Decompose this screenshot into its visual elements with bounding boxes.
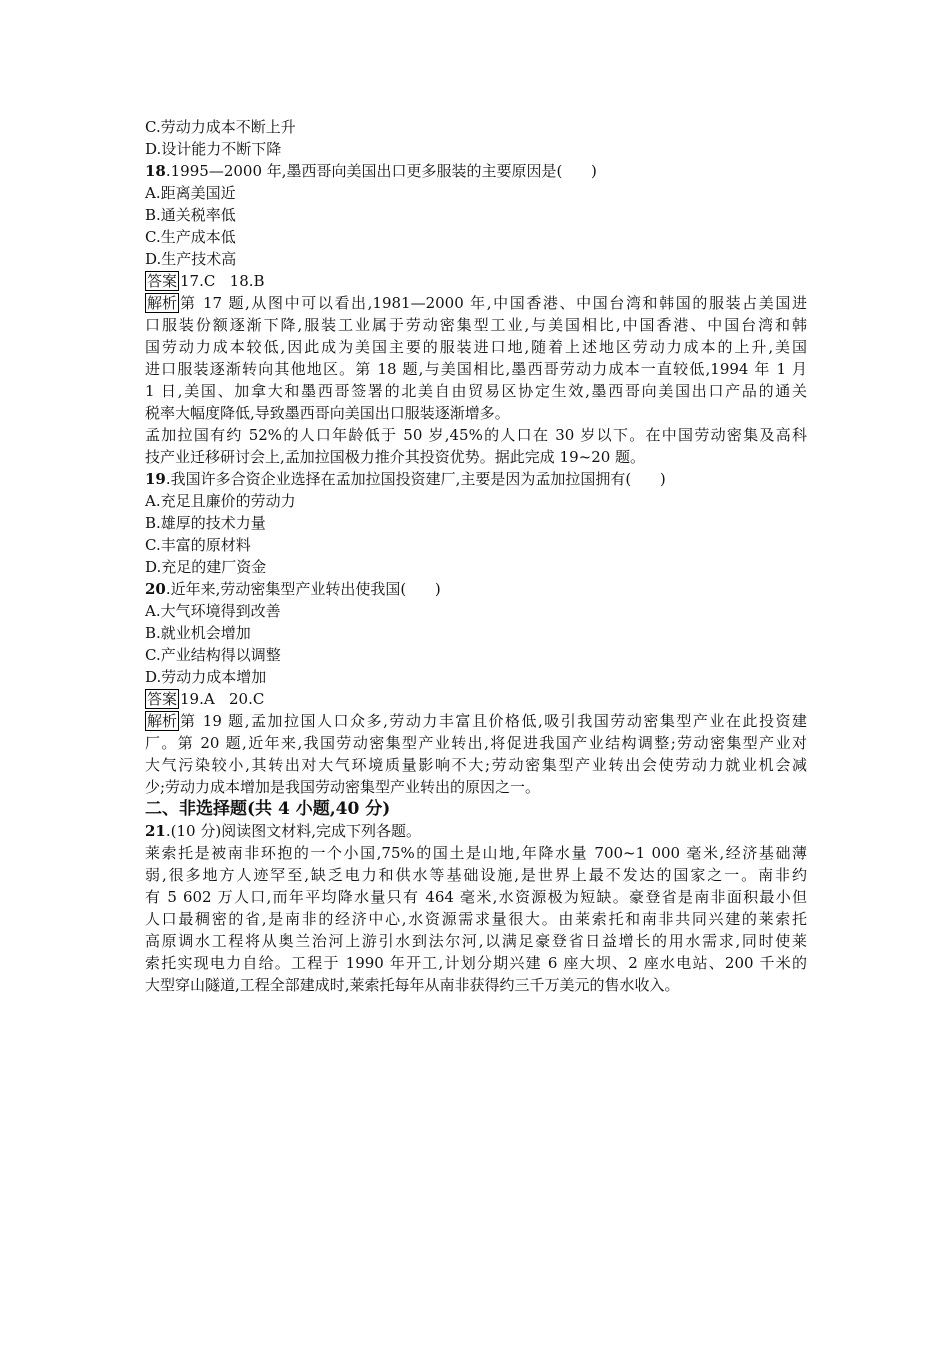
q17-option-c: C.劳动力成本不断上升: [145, 118, 296, 136]
q20-stem: [145, 578, 807, 600]
q17-option-d: D.设计能力不断下降: [145, 140, 282, 158]
question-text: .(10 分)阅读图文材料,完成下列各题。: [165, 822, 421, 840]
q19-option-a: A.充足且廉价的劳动力: [145, 492, 296, 510]
analysis-tag: 解析: [147, 712, 178, 730]
question-number: 20: [145, 580, 166, 598]
answer-tag: 答案: [147, 690, 178, 708]
q21-material-line: 高原调水工程将从奥兰治河上游引水到法尔河,以满足豪登省日益增长的用水需求,同时使莱: [145, 932, 807, 950]
answer-text: 19.A 20.C: [180, 690, 265, 708]
analysis-19-20-line: 少;劳动力成本增加是我国劳动密集型产业转出的原因之一。: [145, 778, 541, 796]
analysis-17-18-line: 口服装份额逐渐下降,服装工业属于劳动密集型工业,与美国相比,中国香港、中国台湾和韩: [145, 316, 807, 334]
question-number: 21: [145, 822, 166, 840]
material-19-20-line: 孟加拉国有约 52%的人口年龄低于 50 岁,45%的人口在 30 岁以下。在中国劳动密集及高科: [145, 426, 807, 444]
analysis-19-20-line: [145, 710, 807, 732]
q21-material-line: 大型穿山隧道,工程全部建成时,莱索托每年从南非获得约三千万美元的售水收入。: [145, 976, 680, 994]
q21-stem: [145, 820, 807, 842]
q18-option-a: A.距离美国近: [145, 184, 236, 202]
analysis-17-18-line: 1 日,美国、加拿大和墨西哥签署的北美自由贸易区协定生效,墨西哥向美国出口产品的通关: [145, 382, 807, 400]
answer-19-20: [145, 688, 807, 710]
q19-option-b: B.雄厚的技术力量: [145, 514, 266, 532]
question-number: 18: [145, 162, 166, 180]
answer-text: 17.C 18.B: [180, 272, 265, 290]
analysis-17-18-line: [145, 292, 807, 314]
analysis-text: 第 19 题,孟加拉国人口众多,劳动力丰富且价格低,吸引我国劳动密集型产业在此投资建: [180, 712, 807, 730]
q18-option-c: C.生产成本低: [145, 228, 236, 246]
analysis-19-20-line: 厂。第 20 题,近年来,我国劳动密集型产业转出,将促进我国产业结构调整;劳动密集型产业对: [145, 734, 807, 752]
q20-option-c: C.产业结构得以调整: [145, 646, 281, 664]
analysis-17-18-line: 进口服装逐渐转向其他地区。第 18 题,与美国相比,墨西哥劳动力成本一直较低,1994 年 1 月: [145, 360, 807, 378]
q19-option-c: C.丰富的原材料: [145, 536, 251, 554]
analysis-text: 第 17 题,从图中可以看出,1981—2000 年,中国香港、中国台湾和韩国的服装占美国进: [180, 294, 807, 312]
q20-option-d: D.劳动力成本增加: [145, 668, 267, 686]
analysis-17-18-line: 税率大幅度降低,导致墨西哥向美国出口服装逐渐增多。: [145, 404, 510, 422]
q21-material-line: 弱,很多地方人迹罕至,缺乏电力和供水等基础设施,是世界上最不发达的国家之一。南非约: [145, 866, 807, 884]
answer-17-18: [145, 270, 807, 292]
q20-option-b: B.就业机会增加: [145, 624, 251, 642]
q21-material-line: 人口最稠密的省,是南非的经济中心,水资源需求量很大。由莱索托和南非共同兴建的莱索托: [145, 910, 807, 928]
q21-material-line: 有 5 602 万人口,而年平均降水量只有 464 毫米,水资源极为短缺。豪登省是南非面积最小但: [145, 888, 807, 906]
q18-option-b: B.通关税率低: [145, 206, 236, 224]
analysis-tag: 解析: [147, 294, 178, 312]
q19-option-d: D.充足的建厂资金: [145, 558, 267, 576]
question-text: .我国许多合资企业选择在孟加拉国投资建厂,主要是因为孟加拉国拥有( ): [165, 470, 666, 488]
question-text: .近年来,劳动密集型产业转出使我国( ): [165, 580, 441, 598]
question-text: .1995—2000 年,墨西哥向美国出口更多服装的主要原因是( ): [165, 162, 597, 180]
q18-option-d: D.生产技术高: [145, 250, 237, 268]
q21-material-line: 索托实现电力自给。工程于 1990 年开工,计划分期兴建 6 座大坝、2 座水电站、200 千米的: [145, 954, 807, 972]
q19-stem: [145, 468, 807, 490]
question-number: 19: [145, 470, 166, 488]
q20-option-a: A.大气环境得到改善: [145, 602, 281, 620]
q21-material-line: 莱索托是被南非环抱的一个小国,75%的国土是山地,年降水量 700~1 000 毫米,经济基础薄: [145, 844, 807, 862]
exam-page: [145, 116, 807, 996]
q18-stem: [145, 160, 807, 182]
answer-tag: 答案: [147, 272, 178, 290]
analysis-17-18-line: 国劳动力成本较低,因此成为美国主要的服装进口地,随着上述地区劳动力成本的上升,美国: [145, 338, 807, 356]
material-19-20-line: 技产业迁移研讨会上,孟加拉国极力推介其投资优势。据此完成 19~20 题。: [145, 448, 646, 466]
analysis-19-20-line: 大气污染较小,其转出对大气环境质量影响不大;劳动密集型产业转出会使劳动力就业机会减: [145, 756, 807, 774]
section-heading: 二、非选择题(共 4 小题,40 分): [145, 799, 391, 819]
